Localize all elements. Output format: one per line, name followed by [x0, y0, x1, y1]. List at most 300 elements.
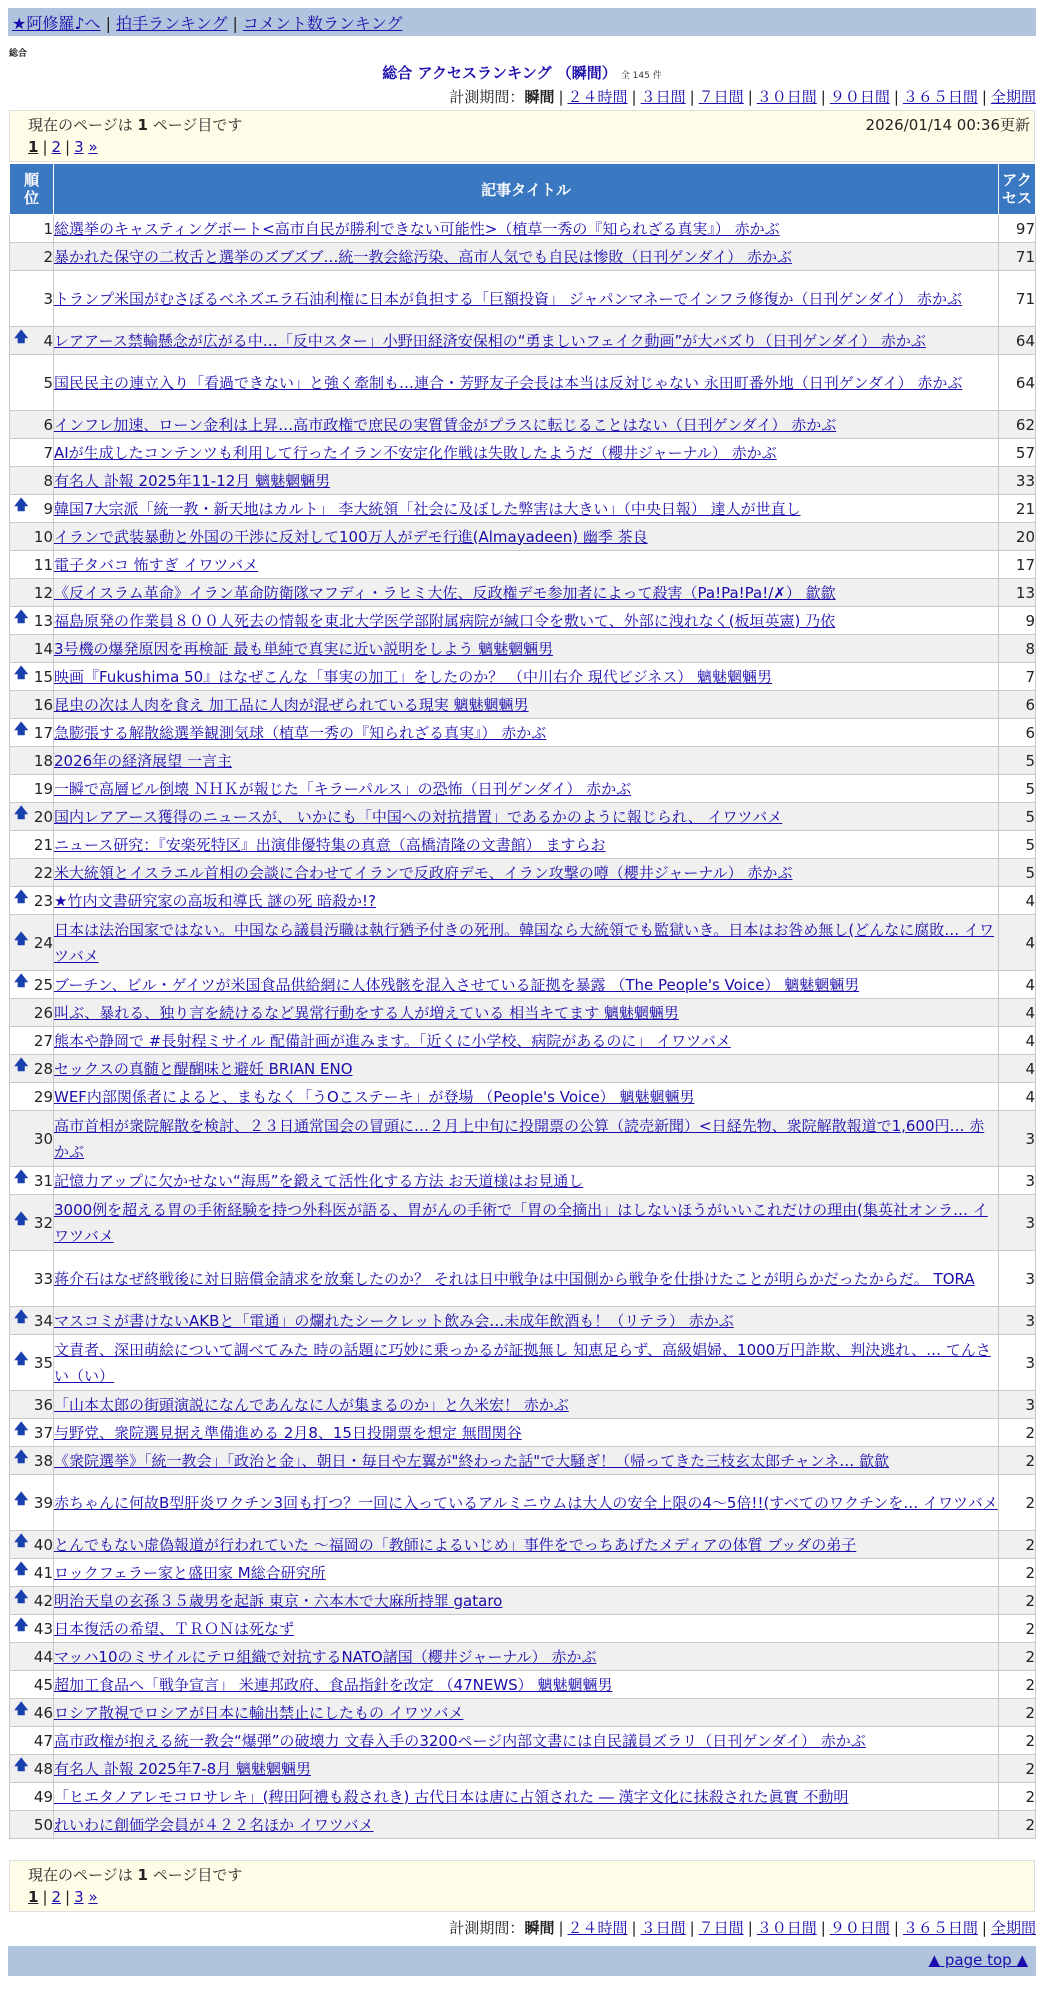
rank-number: 8: [43, 471, 53, 490]
title-cell: [54, 691, 999, 719]
period-option-link[interactable]: ９０日間: [829, 88, 890, 106]
table-row: [10, 1699, 1036, 1727]
access-count: 3: [999, 1167, 1036, 1195]
rank-cell: [10, 1811, 54, 1839]
article-link[interactable]: 有名人 訃報 2025年7-8月 魑魅魍魎男: [54, 1759, 311, 1778]
rank-cell: [10, 355, 54, 411]
rank-cell: [10, 859, 54, 887]
title-cell: [54, 1195, 999, 1251]
rank-number: 26: [33, 1003, 53, 1022]
article-link[interactable]: ロックフェラー家と盛田家 M総合研究所: [54, 1563, 326, 1582]
rank-cell: [10, 271, 54, 327]
period-option-link[interactable]: ７日間: [698, 1919, 744, 1937]
rank-cell: [10, 1475, 54, 1531]
rank-number: 18: [33, 751, 53, 770]
access-count: 6: [999, 691, 1036, 719]
table-row: [10, 999, 1036, 1027]
rank-number: 9: [43, 499, 53, 518]
period-separator: |: [631, 88, 637, 106]
article-link[interactable]: イランで武装暴動と外国の干渉に反対して100万人がデモ行進(Almayadeen) 幽季 茶良: [54, 527, 648, 546]
pager-top: [28, 138, 98, 156]
rank-number: 22: [33, 863, 53, 882]
title-cell: [54, 579, 999, 607]
period-option-link[interactable]: ３日間: [640, 88, 686, 106]
title-cell: [54, 635, 999, 663]
rank-cell: [10, 1391, 54, 1419]
article-link[interactable]: ★竹内文書研究家の高坂和導氏 謎の死 暗殺か!?: [54, 891, 376, 910]
rank-number: 11: [33, 555, 53, 574]
access-count: 2: [999, 1475, 1036, 1531]
title-cell: [54, 831, 999, 859]
access-header: アク セス: [999, 164, 1036, 215]
applause-ranking-link[interactable]: 拍手ランキング: [115, 14, 228, 33]
table-row: [10, 803, 1036, 831]
table-row: [10, 1643, 1036, 1671]
table-row: [10, 1615, 1036, 1643]
period-selector-bottom: [449, 1917, 1036, 1938]
rank-cell: [10, 1335, 54, 1391]
table-row: [10, 355, 1036, 411]
article-link[interactable]: 文責者、深田萌絵について調べてみた 時の話題に巧妙に乗っかるが証拠無し 知恵足らず、高級娼婦、1000万円詐欺、判決逃れ、… てんさい（い）: [54, 1340, 991, 1385]
access-count: 8: [999, 635, 1036, 663]
period-label: 計測期間：: [449, 88, 525, 106]
table-row: [10, 271, 1036, 327]
title-cell: [54, 1531, 999, 1559]
title-cell: [54, 1027, 999, 1055]
rank-cell: [10, 1587, 54, 1615]
article-link[interactable]: 高市首相が衆院解散を検討、２３日通常国会の冒頭に…２月上中旬に投開票の公算（読売新聞）<日経先物、衆院解散報道で1,600円… 赤かぶ: [54, 1116, 985, 1161]
rank-cell: [10, 1195, 54, 1251]
article-link[interactable]: AIが生成したコンテンツも利用して行ったイラン不安定化作戦は失敗したようだ（櫻井ジャーナル） 赤かぶ: [54, 443, 777, 462]
rank-cell: [10, 663, 54, 691]
access-count: 6: [999, 719, 1036, 747]
title-cell: [54, 523, 999, 551]
access-count: 2: [999, 1615, 1036, 1643]
period-option-link[interactable]: 全期間: [990, 1919, 1036, 1937]
title-cell: [54, 1671, 999, 1699]
access-count: 5: [999, 859, 1036, 887]
rank-cell: [10, 1055, 54, 1083]
ranking-title: 総合 アクセスランキング （瞬間）: [382, 64, 617, 82]
ranking-table: [9, 163, 1036, 1839]
up-arrow-icon: 🡅: [14, 1351, 29, 1368]
article-link[interactable]: 叫ぶ、暴れる、独り言を続けるなど異常行動をする人が増えている 相当キてます 魑魅魍魎男: [54, 1003, 679, 1022]
table-row: [10, 1671, 1036, 1699]
rank-cell: [10, 1083, 54, 1111]
article-link[interactable]: 昆虫の次は人肉を食え 加工品に人肉が混ぜられている現実 魑魅魍魎男: [54, 695, 529, 714]
up-arrow-icon: 🡅: [14, 329, 29, 346]
access-count: 57: [999, 439, 1036, 467]
comment-ranking-link[interactable]: コメント数ランキング: [242, 14, 403, 33]
article-link[interactable]: 「山本太郎の街頭演説になんであんなに人が集まるのか」と久米宏！ 赤かぶ: [54, 1395, 569, 1414]
rank-number: 29: [33, 1087, 53, 1106]
title-cell: [54, 271, 999, 327]
table-row: [10, 1755, 1036, 1783]
table-row: [10, 523, 1036, 551]
title-cell: [54, 1307, 999, 1335]
article-link[interactable]: 熊本や静岡で #長射程ミサイル 配備計画が進みます。「近くに小学校、病院があるのに」 イワツバメ: [54, 1031, 731, 1050]
article-link[interactable]: ニュース研究：『安楽死特区』出演俳優特集の真意（高橋清隆の文書館） ますらお: [54, 835, 606, 854]
rank-number: 31: [33, 1171, 53, 1190]
rank-cell: [10, 411, 54, 439]
pager-current: 1: [28, 1888, 39, 1906]
access-count: 2: [999, 1559, 1036, 1587]
access-count: 2: [999, 1643, 1036, 1671]
rank-cell: [10, 915, 54, 971]
up-arrow-icon: 🡅: [14, 1617, 29, 1634]
title-cell: [54, 467, 999, 495]
rank-cell: [10, 607, 54, 635]
article-link[interactable]: インフレ加速、ローン金利は上昇…高市政権で庶民の実質賃金がプラスに転じることはない（日刊ゲンダイ） 赤かぶ: [54, 415, 837, 434]
up-arrow-icon: 🡅: [14, 889, 29, 906]
title-cell: [54, 1587, 999, 1615]
table-row: [10, 887, 1036, 915]
rank-number: 36: [33, 1395, 53, 1414]
rank-number: 16: [33, 695, 53, 714]
article-link[interactable]: セックスの真髄と醍醐味と避妊 BRIAN ENO: [54, 1059, 353, 1078]
pager-page-link[interactable]: 2: [51, 1888, 62, 1906]
category-tag: 総合: [9, 49, 28, 59]
rank-cell: [10, 1531, 54, 1559]
article-link[interactable]: 3号機の爆発原因を再検証 最も単純で真実に近い説明をしよう 魑魅魍魎男: [54, 639, 554, 658]
rank-number: 46: [33, 1703, 53, 1722]
rank-number: 44: [33, 1647, 53, 1666]
rank-number: 4: [43, 331, 53, 350]
access-count: 2: [999, 1419, 1036, 1447]
rank-cell: [10, 243, 54, 271]
period-selector-top: [449, 86, 1036, 107]
rank-number: 25: [33, 975, 53, 994]
rank-number: 23: [33, 891, 53, 910]
rank-cell: [10, 1671, 54, 1699]
rank-number: 2: [43, 247, 53, 266]
pager-page-link[interactable]: 3: [74, 1888, 84, 1906]
up-arrow-icon: 🡅: [14, 1757, 29, 1774]
pager-next-link[interactable]: »: [88, 138, 98, 156]
period-option-link[interactable]: ２４時間: [567, 1919, 628, 1937]
access-count: 2: [999, 1699, 1036, 1727]
up-arrow-icon: 🡅: [14, 609, 29, 626]
title-cell: [54, 1083, 999, 1111]
up-arrow-icon: 🡅: [14, 1533, 29, 1550]
access-count: 2: [999, 1531, 1036, 1559]
article-link[interactable]: 「ヒエタノアレモコロサレキ」(稗田阿禮も殺されき) 古代日本は唐に占領された ― 漢字文化に抹殺された眞實 不動明: [54, 1787, 849, 1806]
period-option-link[interactable]: ３６５日間: [902, 88, 978, 106]
article-link[interactable]: WEF内部関係者によると、まもなく「うOこステーキ」が登場 （People's Voice） 魑魅魍魎男: [54, 1087, 695, 1106]
period-option-link[interactable]: ７日間: [698, 88, 744, 106]
article-link[interactable]: ブーチン、ビル・ゲイツが米国食品供給網に人体残骸を混入させている証拠を暴露 （The People's Voice） 魑魅魍魎男: [54, 975, 860, 994]
table-row: [10, 467, 1036, 495]
article-link[interactable]: 2026年の経済展望 一言主: [54, 751, 232, 770]
article-link[interactable]: 映画『Fukushima 50』はなぜこんな「事実の加工」をしたのか？ （中川右介 現代ビジネス） 魑魅魍魎男: [54, 667, 773, 686]
page-top-link[interactable]: ▲ page top ▲: [928, 1951, 1028, 1969]
table-row: [10, 1083, 1036, 1111]
title-cell: [54, 607, 999, 635]
table-row: [10, 1447, 1036, 1475]
table-row: [10, 1055, 1036, 1083]
article-link[interactable]: 日本は法治国家ではない。中国なら議員汚職は執行猶予付きの死刑。韓国なら大統領でも監獄いき。日本はお咎め無し(どんなに腐敗… イワツバメ: [54, 920, 995, 965]
up-arrow-icon: 🡅: [14, 1309, 29, 1326]
article-link[interactable]: 《反イスラム革命》イラン革命防衛隊マフディ・ラヒミ大佐、反政権デモ参加者によって殺害（Pa!Pa!Pa!/✗） 歙歙: [54, 583, 836, 602]
rank-cell: [10, 1447, 54, 1475]
article-link[interactable]: 赤ちゃんに何故B型肝炎ワクチン3回も打つ？一回に入っているアルミニウムは大人の安全上限の4〜5倍!!(すべてのワクチンを… イワツバメ: [54, 1493, 998, 1512]
rank-number: 38: [33, 1451, 53, 1470]
title-cell: [54, 1167, 999, 1195]
rank-number: 28: [33, 1059, 53, 1078]
period-separator: |: [631, 1919, 637, 1937]
title-cell: [54, 215, 999, 243]
rank-cell: [10, 1419, 54, 1447]
article-link[interactable]: 電子タバコ 怖すぎ イワツバメ: [54, 555, 259, 574]
page-info-bottom: [9, 1860, 1035, 1912]
article-link[interactable]: レアアース禁輸懸念が広がる中…「反中スター」小野田経済安保相の“勇ましいフェイク動画”が大バズり（日刊ゲンダイ） 赤かぶ: [54, 331, 926, 350]
rank-number: 7: [43, 443, 53, 462]
article-link[interactable]: れいわに創価学会員が４２２名ほか イワツバメ: [54, 1815, 374, 1834]
rank-cell: [10, 579, 54, 607]
access-count: 71: [999, 271, 1036, 327]
access-count: 4: [999, 915, 1036, 971]
up-arrow-icon: 🡅: [14, 805, 29, 822]
bottom-bar: [8, 1946, 1036, 1976]
rank-number: 10: [33, 527, 53, 546]
table-row: [10, 411, 1036, 439]
rank-cell: [10, 719, 54, 747]
rank-cell: [10, 691, 54, 719]
period-option-link[interactable]: ３日間: [640, 1919, 686, 1937]
article-link[interactable]: 記憶力アップに欠かせない“海馬”を鍛えて活性化する方法 お天道様はお見通し: [54, 1171, 584, 1190]
access-count: 4: [999, 999, 1036, 1027]
access-count: 17: [999, 551, 1036, 579]
rank-cell: [10, 1755, 54, 1783]
page-title: [0, 62, 1044, 83]
table-row: [10, 439, 1036, 467]
article-link[interactable]: トランプ米国がむさぼるベネズエラ石油利権に日本が負担する「巨額投資」 ジャパンマネーでインフラ修復か（日刊ゲンダイ） 赤かぶ: [54, 289, 963, 308]
period-option-link[interactable]: ３６５日間: [902, 1919, 978, 1937]
article-link[interactable]: 韓国7大宗派「統一教・新天地はカルト」 李大統領「社会に及ぼした弊害は大きい」（中央日報） 達人が世直し: [54, 499, 801, 518]
article-link[interactable]: 国民民主の連立入り「看過できない」と強く牽制も…連合・芳野友子会長は本当は反対じゃない 永田町番外地（日刊ゲンダイ） 赤かぶ: [54, 373, 963, 392]
period-separator: |: [981, 1919, 987, 1937]
article-link[interactable]: 一瞬で高層ビル倒壊 ＮＨＫが報じた「キラーパルス」の恐怖（日刊ゲンダイ） 赤かぶ: [54, 779, 632, 798]
title-cell: [54, 915, 999, 971]
article-link[interactable]: 暴かれた保守の二枚舌と選挙のズブズブ…統一教会総汚染、高市人気でも自民は惨敗（日刊ゲンダイ） 赤かぶ: [54, 247, 792, 266]
article-link[interactable]: 国内レアアース獲得のニュースが、 いかにも「中国への対抗措置」であるかのように報じられ、 イワツバメ: [54, 807, 783, 826]
title-cell: [54, 1475, 999, 1531]
table-row: [10, 1167, 1036, 1195]
rank-number: 47: [33, 1731, 53, 1750]
access-count: 2: [999, 1783, 1036, 1811]
article-link[interactable]: 総選挙のキャスティングボート<高市自民が勝利できない可能性>（植草一秀の『知られざる真実』） 赤かぶ: [54, 219, 780, 238]
up-arrow-icon: 🡅: [14, 665, 29, 682]
rank-cell: [10, 747, 54, 775]
title-cell: [54, 1615, 999, 1643]
article-link[interactable]: 米大統領とイスラエル首相の会談に合わせてイランで反政府デモ、イラン攻撃の噂（櫻井ジャーナル） 赤かぶ: [54, 863, 793, 882]
rank-number: 1: [43, 219, 53, 238]
up-arrow-icon: 🡅: [14, 1491, 29, 1508]
table-row: [10, 663, 1036, 691]
article-link[interactable]: 明治天皇の玄孫３５歳男を起訴 東京・六本木で大麻所持罪 gataro: [54, 1591, 503, 1610]
period-option-link[interactable]: ３０日間: [756, 1919, 817, 1937]
period-separator: |: [689, 1919, 695, 1937]
current-page-text: 現在のページは 1 ページ目です: [28, 116, 243, 134]
article-link[interactable]: 急膨張する解散総選挙観測気球（植草一秀の『知られざる真実』） 赤かぶ: [54, 723, 547, 742]
table-row: [10, 1419, 1036, 1447]
article-link[interactable]: とんでもない虚偽報道が行われていた 〜福岡の「教師によるいじめ」事件をでっちあげたメディアの体質 ブッダの弟子: [54, 1535, 857, 1554]
period-separator: |: [558, 1919, 564, 1937]
rank-cell: [10, 775, 54, 803]
access-count: 3: [999, 1195, 1036, 1251]
rank-cell: [10, 1783, 54, 1811]
rank-number: 24: [33, 933, 53, 952]
rank-cell: [10, 1643, 54, 1671]
table-row: [10, 1195, 1036, 1251]
access-count: 62: [999, 411, 1036, 439]
period-option-link[interactable]: ３０日間: [756, 88, 817, 106]
rank-number: 20: [33, 807, 53, 826]
rank-number: 17: [33, 723, 53, 742]
period-separator: |: [820, 1919, 826, 1937]
article-link[interactable]: 3000例を超える胃の手術経験を持つ外科医が語る、胃がんの手術で「胃の全摘出」はしないほうがいいこれだけの理由(集英社オンラ… イワツバメ: [54, 1200, 988, 1245]
rank-cell: [10, 1699, 54, 1727]
article-link[interactable]: ロシア散視でロシアが日本に輸出禁止にしたもの イワツバメ: [54, 1703, 464, 1722]
period-separator: |: [820, 88, 826, 106]
table-row: [10, 1559, 1036, 1587]
home-link[interactable]: ★阿修羅♪へ: [12, 14, 101, 33]
period-option-link[interactable]: ２４時間: [567, 88, 628, 106]
rank-number: 30: [33, 1129, 53, 1148]
rank-cell: [10, 999, 54, 1027]
rank-cell: [10, 971, 54, 999]
rank-cell: [10, 439, 54, 467]
article-link[interactable]: 超加工食品へ「戦争宣言」 米連邦政府、食品指針を改定 （47NEWS） 魑魅魍魎男: [54, 1675, 613, 1694]
rank-header: 順 位: [10, 164, 54, 215]
period-separator: |: [893, 88, 899, 106]
table-row: [10, 859, 1036, 887]
table-row: [10, 495, 1036, 523]
period-current: 瞬間: [524, 1919, 555, 1937]
rank-cell: [10, 1307, 54, 1335]
period-option-link[interactable]: ９０日間: [829, 1919, 890, 1937]
rank-number: 50: [33, 1815, 53, 1834]
rank-number: 45: [33, 1675, 53, 1694]
rank-number: 6: [43, 415, 53, 434]
access-count: 33: [999, 467, 1036, 495]
table-row: [10, 243, 1036, 271]
period-option-link[interactable]: 全期間: [990, 88, 1036, 106]
title-cell: [54, 887, 999, 915]
period-separator: |: [893, 1919, 899, 1937]
title-cell: [54, 1559, 999, 1587]
table-row: [10, 1251, 1036, 1307]
pager-page-link[interactable]: 2: [51, 138, 62, 156]
table-row: [10, 747, 1036, 775]
rank-cell: [10, 1251, 54, 1307]
article-link[interactable]: 福島原発の作業員８００人死去の情報を東北大学医学部附属病院が緘口令を敷いて、外部に洩れなく(板垣英憲) 乃依: [54, 611, 836, 630]
access-count: 2: [999, 1587, 1036, 1615]
up-arrow-icon: 🡅: [14, 931, 29, 948]
title-cell: [54, 859, 999, 887]
title-cell: [54, 1643, 999, 1671]
rank-number: 27: [33, 1031, 53, 1050]
article-link[interactable]: 有名人 訃報 2025年11-12月 魑魅魍魎男: [54, 471, 331, 490]
rank-number: 5: [43, 373, 53, 392]
access-count: 4: [999, 887, 1036, 915]
title-cell: [54, 971, 999, 999]
article-link[interactable]: 蒋介石はなぜ終戦後に対日賠償金請求を放棄したのか？ それは日中戦争は中国側から戦争を仕掛けたことが明らかだったからだ。 TORA: [54, 1269, 975, 1288]
rank-number: 14: [33, 639, 53, 658]
access-count: 3: [999, 1307, 1036, 1335]
access-count: 3: [999, 1391, 1036, 1419]
article-link[interactable]: マスコミが書けないAKBと「電通」の爛れたシークレット飲み会…未成年飲酒も！（リテラ） 赤かぶ: [54, 1311, 734, 1330]
access-count: 3: [999, 1251, 1036, 1307]
rank-cell: [10, 523, 54, 551]
pager-page-link[interactable]: 3: [74, 138, 84, 156]
article-link[interactable]: マッハ10のミサイルにテロ組織で対抗するNATO諸国（櫻井ジャーナル） 赤かぶ: [54, 1647, 597, 1666]
table-row: [10, 1727, 1036, 1755]
title-cell: [54, 1419, 999, 1447]
title-cell: [54, 551, 999, 579]
access-count: 2: [999, 1755, 1036, 1783]
pager-next-link[interactable]: »: [88, 1888, 98, 1906]
access-count: 4: [999, 1083, 1036, 1111]
access-count: 4: [999, 1055, 1036, 1083]
pager-current: 1: [28, 138, 39, 156]
article-link[interactable]: 《衆院選挙》「統一教会」「政治と金」、朝日・毎日や左翼が"終わった話"で大騒ぎ！（帰ってきた三枝玄太郎チャンネ… 歙歙: [54, 1451, 890, 1470]
period-separator: |: [981, 88, 987, 106]
rank-cell: [10, 1615, 54, 1643]
title-cell: [54, 1251, 999, 1307]
article-link[interactable]: 日本復活の希望、ＴＲＯＮは死なず: [54, 1619, 295, 1638]
access-count: 5: [999, 775, 1036, 803]
rank-cell: [10, 467, 54, 495]
rank-number: 12: [33, 583, 53, 602]
title-cell: [54, 1727, 999, 1755]
title-cell: [54, 663, 999, 691]
access-count: 3: [999, 1111, 1036, 1167]
up-arrow-icon: 🡅: [14, 1421, 29, 1438]
title-cell: [54, 1111, 999, 1167]
access-count: 5: [999, 803, 1036, 831]
pager-separator: |: [42, 1888, 48, 1906]
rank-cell: [10, 887, 54, 915]
table-row: [10, 607, 1036, 635]
rank-number: 48: [33, 1759, 53, 1778]
table-row: [10, 579, 1036, 607]
rank-number: 39: [33, 1493, 53, 1512]
up-arrow-icon: 🡅: [14, 1449, 29, 1466]
title-cell: [54, 775, 999, 803]
rank-number: 35: [33, 1353, 53, 1372]
article-link[interactable]: 与野党、衆院選見据え準備進める 2月8、15日投開票を想定 無間関谷: [54, 1423, 522, 1442]
rank-number: 32: [33, 1213, 53, 1232]
table-row: [10, 1335, 1036, 1391]
article-link[interactable]: 高市政権が抱える統一教会“爆弾”の破壊力 文春入手の3200ページ内部文書には自民議員ズラリ（日刊ゲンダイ） 赤かぶ: [54, 1731, 866, 1750]
table-row: [10, 1027, 1036, 1055]
access-count: 5: [999, 831, 1036, 859]
table-row: [10, 327, 1036, 355]
access-count: 2: [999, 1811, 1036, 1839]
title-cell: [54, 747, 999, 775]
title-cell: [54, 803, 999, 831]
rank-number: 21: [33, 835, 53, 854]
rank-cell: [10, 635, 54, 663]
rank-cell: [10, 1027, 54, 1055]
access-count: 4: [999, 1027, 1036, 1055]
rank-number: 3: [43, 289, 53, 308]
title-header: 記事タイトル: [54, 164, 999, 215]
rank-number: 43: [33, 1619, 53, 1638]
period-separator: |: [747, 88, 753, 106]
table-row: [10, 1531, 1036, 1559]
